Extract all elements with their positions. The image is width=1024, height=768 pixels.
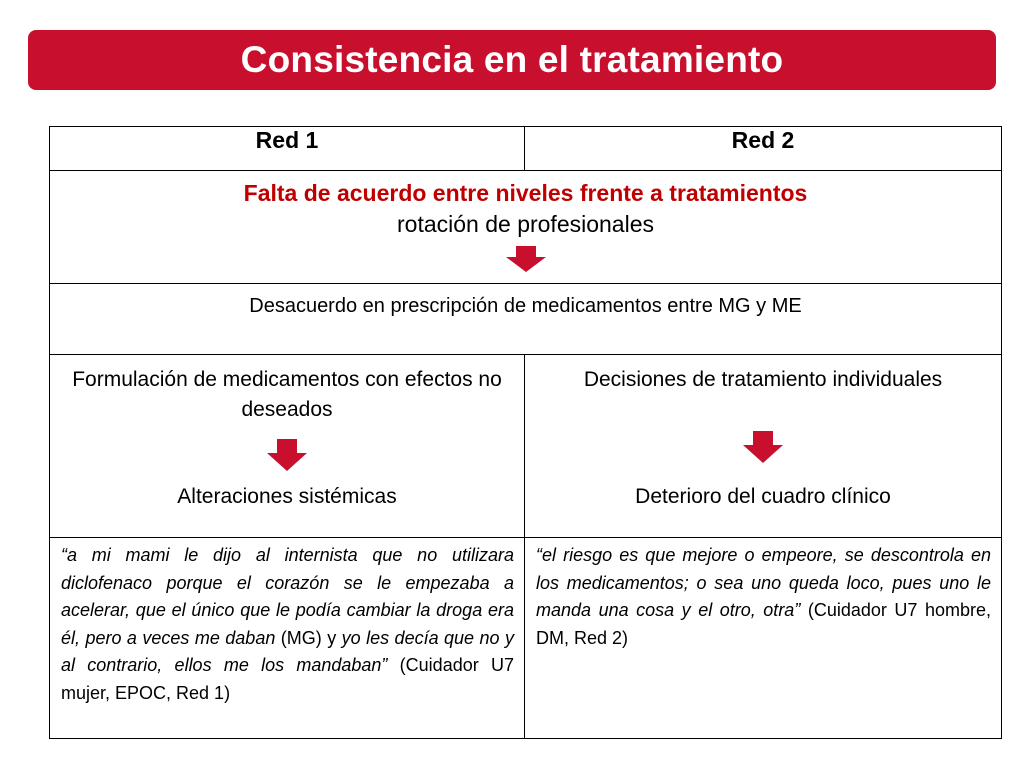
header-red-2: Red 2: [525, 127, 1002, 171]
red1-quote-italic-1: “a mi mami le dijo al internista que no utilizara diclofenaco porque el corazón se le empezaba a acelerar, que el único que le podía cambiar la droga era él, pero a veces me daban: [61, 545, 514, 648]
desacuerdo-row: [50, 284, 1002, 355]
red1-quote-italic-2: yo les decía que no y al contrario, ellos me los mandaban”: [61, 627, 514, 675]
red2-outcome-cell: [525, 355, 1002, 538]
falta-cell: [50, 171, 1002, 284]
red2-quote-cell: [525, 538, 1002, 739]
slide-title: Consistencia en el tratamiento: [240, 39, 784, 80]
down-arrow-icon: [743, 431, 783, 463]
header-red-1: Red 1: [50, 127, 525, 171]
header-row: [50, 127, 1002, 171]
red2-quote-attribution: (Cuidador U7 hombre, DM, Red 2): [536, 600, 991, 648]
red1-outcome-bottom: Alteraciones sistémicas: [177, 485, 397, 508]
red1-quote-attribution: (Cuidador U7 mujer, EPOC, Red 1): [61, 655, 514, 703]
red2-outcome-bottom: Deterioro del cuadro clínico: [635, 485, 891, 508]
title-banner: [28, 30, 996, 90]
down-arrow-icon: [267, 439, 307, 471]
red1-quote-cell: [50, 538, 525, 739]
falta-subtitle: rotación de profesionales: [397, 211, 654, 237]
red1-outcome-cell: [50, 355, 525, 538]
comparison-table: [49, 126, 1002, 739]
outcome-row: [50, 355, 1002, 538]
red1-quote-plain-1: (MG) y: [275, 627, 342, 648]
down-arrow-icon: [506, 246, 546, 272]
desacuerdo-text: Desacuerdo en prescripción de medicamentos entre MG y ME: [249, 295, 802, 317]
red2-quote: [525, 538, 1001, 658]
red2-outcome-top: Decisiones de tratamiento individuales: [583, 368, 943, 391]
quote-row: [50, 538, 1002, 739]
red2-quote-italic: “el riesgo es que mejore o empeore, se descontrola en los medicamentos; o sea uno queda loco, pues uno le manda una cosa y el otro, otra”: [536, 545, 991, 620]
desacuerdo-cell: [50, 284, 1002, 355]
red1-outcome-top: Formulación de medicamentos con efectos no deseados: [72, 368, 502, 421]
falta-title: Falta de acuerdo entre niveles frente a tratamientos: [243, 180, 808, 206]
red1-quote: [50, 538, 524, 713]
falta-row: [50, 171, 1002, 284]
